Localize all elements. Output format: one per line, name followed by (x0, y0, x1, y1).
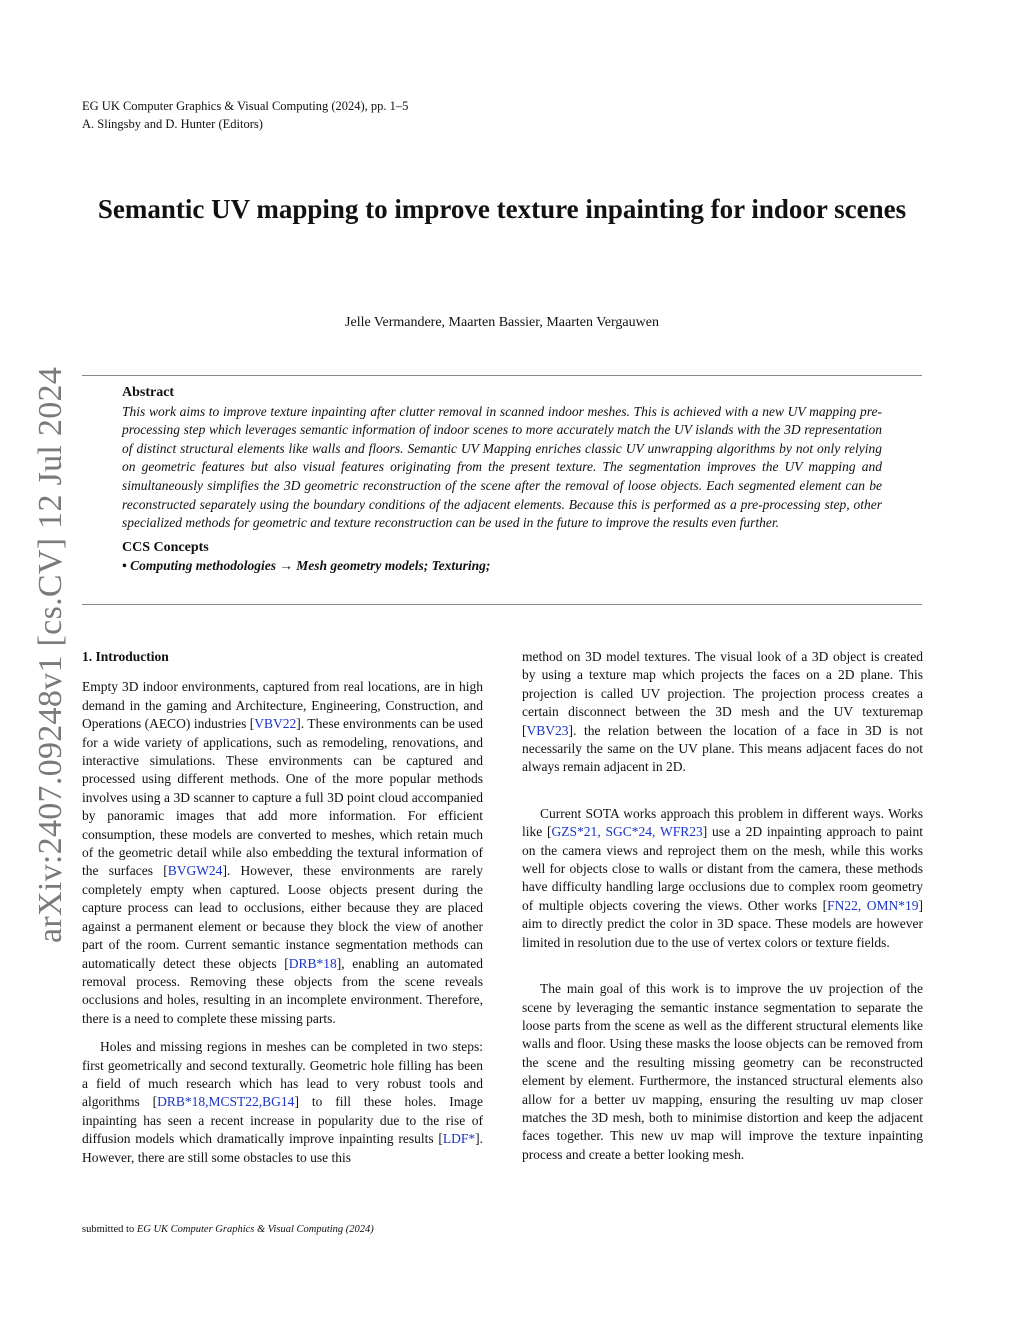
footer-venue: EG UK Computer Graphics & Visual Computing (2024) (136, 1224, 374, 1235)
citation-link[interactable]: OMN*19 (866, 897, 919, 913)
abstract-top-rule (82, 375, 922, 376)
citation-link[interactable]: DRB*18 (157, 1094, 206, 1110)
intro-paragraph-1: Empty 3D indoor environments, captured from real locations, are in high demand in the gaming and Architecture, Engineering, Construction, and Operations (AECO) industries [VBV22]. These environments can be used for a wide variety of applications, such as remodeling, renovations, and interactive simulations. These environments can be captured and processed using different methods. One of the more popular methods involves using a 3D scanner to capture a full 3D point cloud accompanied by panoramic images that add more information. For efficient consumption, these models are converted to meshes, which retain much of the geometric detail while also embedding the textural information of the surfaces [BVGW24]. However, these environments are rarely completely empty when captured. Loose objects present during the capture process can lead to occlusions, either because they are placed against a permanent element or because they block the view of another part of the room. Current semantic instance segmentation methods can automatically detect these objects [DRB*18], enabling an automated removal process. Removing these objects from the scene reveals occlusions and holes, resulting in an incomplete environment. Therefore, there is a need to complete these missing parts. (82, 679, 483, 1026)
citation-link[interactable]: VBV23 (526, 722, 569, 738)
citation-link[interactable]: BG14 (262, 1094, 295, 1110)
author-list: Jelle Vermandere, Maarten Bassier, Maarten Vergauwen (345, 315, 659, 330)
ccs-concepts: • Computing methodologies → Mesh geometry models; Texturing; (122, 558, 491, 574)
citation-link[interactable]: GZS*21 (551, 824, 598, 840)
intro-paragraph-5: The main goal of this work is to improve the uv projection of the scene by leveraging the semantic instance segmentation to separate the loose parts from the scene as well as the different structural elements like walls and floor. Using these masks the loose objects can be removed from the scene and the resulting missing geometry can be reconstructed element by element. Furthermore, the instanced structural elements also allow for a better uv mapping, ensuring the resulting uv map closer matches the 3D mesh, both to minimise distortion and keep the adjacent faces together. This new uv map will improve the texture inpainting process and create a better looking mesh. (522, 981, 923, 1162)
abstract-block (122, 384, 882, 576)
intro-paragraph-4: Current SOTA works approach this problem in different ways. Works like [GZS*21, SGC*24, WFR23] use a 2D inpainting approach to paint on the camera views and reproject them on the mesh, while this works well for objects close to walls or distant from the camera, these methods have difficulty handling large occlusions due to complex room geometry of multiple objects covering the views. Other works [FN22, OMN*19] aim to directly predict the color in 3D space. These models are however limited in resolution due to the use of vertex colors or texture fields. (522, 805, 924, 950)
intro-paragraph-2: Holes and missing regions in meshes can be completed in two steps: first geometrically and second texturally. Geometric hole filling has been a field of much research which has lead to very robust tools and algorithms [DRB*18,MCST22,BG14] to fill these holes. Image inpainting has seen a recent increase in popularity due to the rise of diffusion models which dramatically improve inpainting results [LDF*]. However, there are still some obstacles to use this (82, 1039, 483, 1165)
citation-link[interactable]: FN22 (827, 897, 858, 913)
left-column (82, 648, 483, 1167)
citation-link[interactable]: MCST22 (208, 1094, 259, 1110)
section-heading-introduction: 1. Introduction (82, 649, 169, 664)
citation-link[interactable]: DRB*18 (288, 955, 337, 971)
ccs-heading: CCS Concepts (122, 539, 209, 555)
abstract-bottom-rule (82, 604, 922, 605)
intro-paragraph-3: method on 3D model textures. The visual look of a 3D object is created by using a texture map which projects the faces on a 2D plane. This projection is called UV projection. The projection process creates a certain disconnect between the 3D mesh and the UV texturemap [VBV23]. the relation between the location of a face in 3D is not necessarily the same on the UV plane. This means adjacent faces do not always remain adjacent in 2D. (522, 649, 923, 775)
header-editors: A. Slingsby and D. Hunter (Editors) (82, 117, 263, 131)
abstract-heading: Abstract (122, 385, 175, 400)
citation-link[interactable]: BVGW24 (167, 863, 223, 879)
citation-link[interactable]: SGC*24 (605, 824, 653, 840)
citation-link[interactable]: VBV22 (254, 716, 297, 732)
running-header (82, 97, 408, 133)
header-venue: EG UK Computer Graphics & Visual Computing (2024), pp. 1–5 (82, 99, 409, 113)
arxiv-stamp: arXiv:2407.09248v1 [cs.CV] 12 Jul 2024 (32, 366, 69, 943)
paper-title: Semantic UV mapping to improve texture inpainting for indoor scenes (97, 194, 907, 224)
citation-link[interactable]: WFR23 (659, 824, 703, 840)
abstract-text: This work aims to improve texture inpainting after clutter removal in scanned indoor meshes. This is achieved with a new UV mapping pre-processing step which leverages semantic information of indoor scenes to more accurately match the UV islands with the 3D representation of distinct structural elements like walls and floors. Semantic UV Mapping enriches classic UV unwrapping algorithms by not only relying on geometric features but also visual features originating from the present texture. The segmentation improves the UV mapping and simultaneously simplifies the 3D geometric reconstruction of the scene after the removal of loose objects. Each segmented element can be reconstructed separately using the boundary conditions of the adjacent elements. Because this is performed as a pre-processing step, other specialized methods for geometric and texture reconstruction can be used in the future to improve the results even further. (122, 403, 882, 531)
citation-link[interactable]: LDF* (442, 1131, 476, 1147)
right-column (522, 648, 923, 1164)
page-footer: submitted to EG UK Computer Graphics & Visual Computing (2024) (82, 1224, 374, 1235)
